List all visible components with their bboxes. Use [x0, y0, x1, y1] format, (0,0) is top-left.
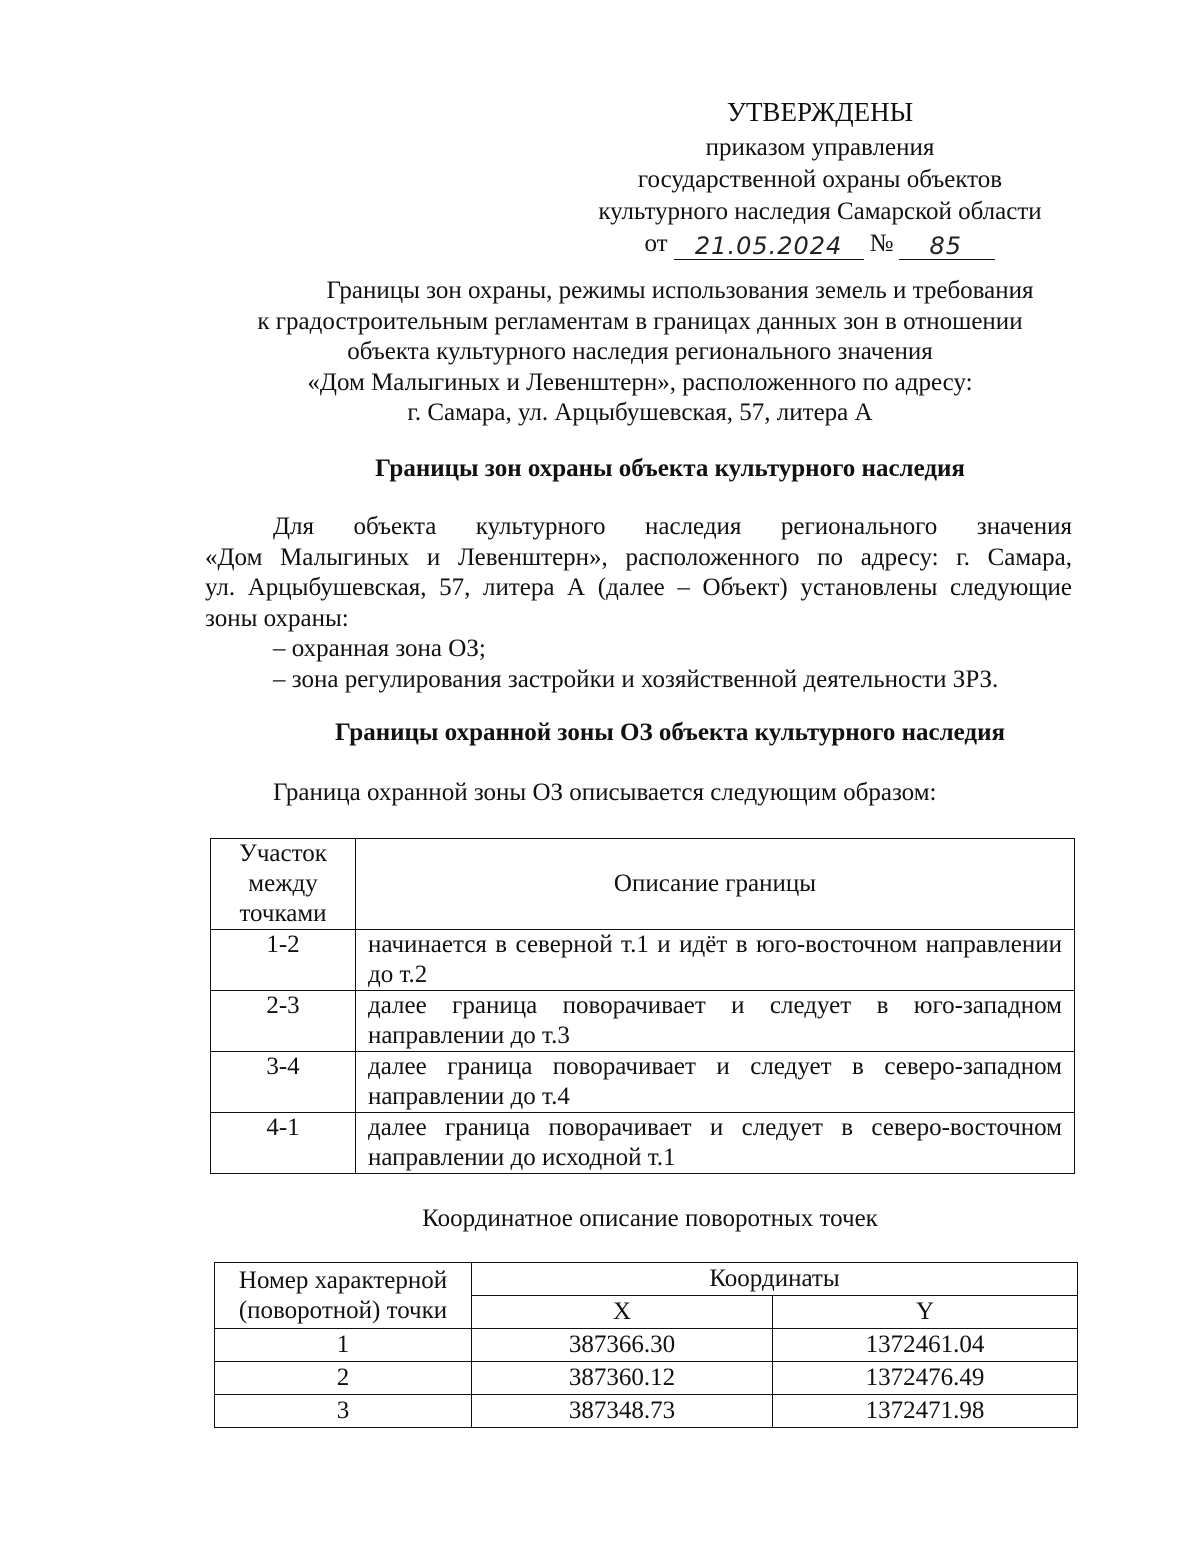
boundary-description-table	[210, 838, 1075, 1174]
title-line-5: г. Самара, ул. Арцыбушевская, 57, литера А	[407, 399, 873, 426]
approval-date-line	[645, 228, 996, 260]
handwritten-date: 21.05.2024	[674, 233, 864, 260]
table-row	[211, 1113, 1075, 1174]
coordinates-caption: Координатное описание поворотных точек	[422, 1205, 878, 1232]
list-item: – зона регулирования застройки и хозяйственной деятельности ЗРЗ.	[273, 665, 999, 693]
date-prefix: от	[644, 230, 668, 257]
description-cell	[356, 1113, 1075, 1174]
section-2-intro: Граница охранной зоны ОЗ описывается следующим образом:	[273, 779, 937, 806]
point-cell: 3	[215, 1395, 472, 1428]
y-cell: 1372476.49	[773, 1362, 1078, 1395]
approval-heading: УТВЕРЖДЕНЫ	[726, 97, 914, 127]
segment-column-header	[211, 839, 356, 930]
approval-line-3: культурного наследия Самарской области	[598, 198, 1042, 225]
segment-cell: 1-2	[211, 930, 356, 991]
description-column-header: Описание границы	[356, 839, 1075, 930]
description-line: далее граница поворачивает и следует в северо-восточном	[368, 1114, 1062, 1141]
handwritten-number: 85	[899, 233, 995, 260]
table-row	[211, 930, 1075, 991]
point-cell: 2	[215, 1362, 472, 1395]
number-prefix: №	[869, 230, 894, 257]
segment-cell: 3-4	[211, 1052, 356, 1113]
description-line: направлении до исходной т.1	[368, 1144, 676, 1171]
description-line: далее граница поворачивает и следует в юго-западном	[368, 992, 1062, 1019]
y-cell: 1372471.98	[773, 1395, 1078, 1428]
title-line-2: к градостроительным регламентам в границах данных зон в отношении	[257, 307, 1023, 335]
title-line-3: объекта культурного наследия регионального значения	[347, 338, 933, 365]
header-text: Номер характерной	[238, 1266, 448, 1294]
header-text: (поворотной) точки	[238, 1296, 448, 1324]
section-1-paragraph	[205, 512, 1072, 634]
y-header: Y	[773, 1296, 1078, 1329]
approval-line-1: приказом управления	[705, 134, 935, 161]
table-row	[215, 1395, 1078, 1428]
approval-line-2: государственной охраны объектов	[637, 166, 1003, 193]
description-line: направлении до т.3	[368, 1022, 570, 1049]
table-row	[211, 1052, 1075, 1113]
description-cell	[356, 930, 1075, 991]
segment-cell: 2-3	[211, 991, 356, 1052]
title-line-4: «Дом Малыгиных и Левенштерн», расположенного по адресу:	[307, 368, 973, 396]
description-cell	[356, 991, 1075, 1052]
point-cell: 1	[215, 1329, 472, 1362]
paragraph-line-3: ул. Арцыбушевская, 57, литера А (далее – Объект) установлены следующие	[205, 574, 1072, 601]
document-title	[180, 276, 1100, 429]
x-header: X	[472, 1296, 773, 1329]
description-cell	[356, 1052, 1075, 1113]
segment-cell: 4-1	[211, 1113, 356, 1174]
approval-stamp	[560, 92, 1080, 260]
section-1-heading: Границы зон охраны объекта культурного наследия	[375, 455, 965, 482]
header-text: между	[248, 870, 318, 897]
description-line: начинается в северной т.1 и идёт в юго-восточном направлении	[368, 931, 1062, 958]
table-header-row	[215, 1263, 1078, 1296]
header-text: Участок	[239, 840, 327, 867]
paragraph-line-2: «Дом Малыгиных и Левенштерн», расположенного по адресу: г. Самара,	[205, 543, 1072, 571]
table-header-row	[211, 839, 1075, 930]
header-text: точками	[239, 900, 327, 927]
point-number-header	[215, 1263, 472, 1329]
x-cell: 387360.12	[472, 1362, 773, 1395]
section-2-heading: Границы охранной зоны ОЗ объекта культурного наследия	[334, 719, 1006, 746]
table-row	[211, 991, 1075, 1052]
title-line-1: Границы зон охраны, режимы использования земель и требования	[326, 277, 1034, 304]
x-cell: 387348.73	[472, 1395, 773, 1428]
y-cell: 1372461.04	[773, 1329, 1078, 1362]
table-row	[215, 1329, 1078, 1362]
description-line: направлении до т.4	[368, 1083, 570, 1110]
coordinates-table	[214, 1262, 1078, 1428]
description-line: далее граница поворачивает и следует в северо-западном	[368, 1053, 1062, 1080]
paragraph-line-4: зоны охраны:	[205, 604, 349, 632]
description-line: до т.2	[368, 961, 428, 988]
list-item: – охранная зона ОЗ;	[273, 635, 486, 662]
zones-list	[273, 634, 998, 695]
x-cell: 387366.30	[472, 1329, 773, 1362]
coordinates-header: Координаты	[472, 1263, 1078, 1296]
paragraph-line-1: Для объекта культурного наследия регионального значения	[273, 513, 1072, 540]
table-row	[215, 1362, 1078, 1395]
